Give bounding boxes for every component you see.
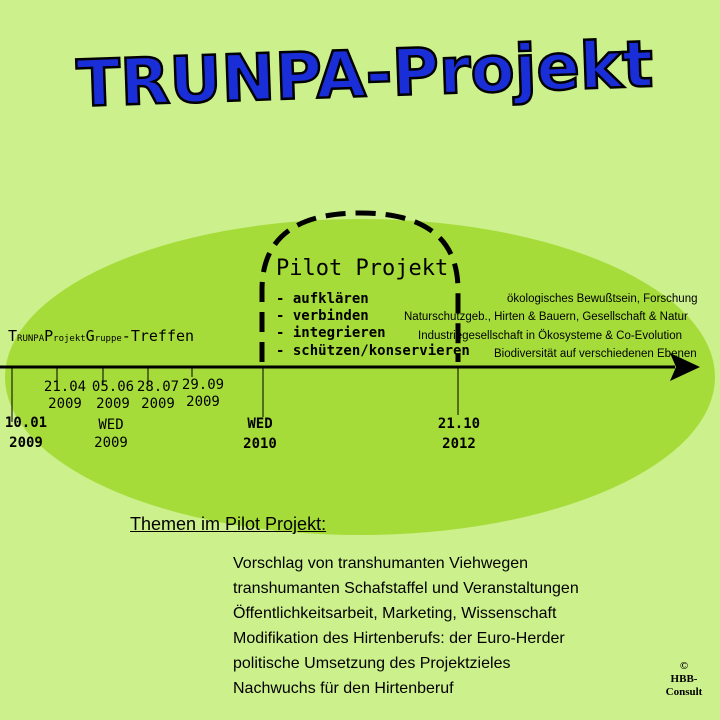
bullet-text: verbinden	[292, 308, 369, 324]
group-meeting-label: TRUNPAProjektGruppe-Treffen	[8, 327, 195, 345]
meeting-date-3: 28.07 2009	[136, 379, 180, 412]
pilot-project-title: Pilot Projekt	[276, 256, 449, 281]
themen-item: politische Umsetzung des Projektzieles	[233, 655, 511, 672]
themen-item: Vorschlag von transhumanten Viehwegen	[233, 555, 529, 572]
pilot-bullet: - integrieren	[276, 325, 386, 341]
bullet-text: integrieren	[292, 325, 386, 341]
pilot-bullet: - aufklären	[276, 291, 369, 307]
meeting-date-4: 29.09 2009	[181, 377, 225, 410]
aspect-text: Naturschutzgeb., Hirten & Bauern, Gesellschaft & Natur	[404, 311, 688, 323]
themen-title: Themen im Pilot Projekt:	[130, 514, 327, 534]
aspect-text: ökologisches Bewußtsein, Forschung	[507, 293, 698, 305]
bullet-text: aufklären	[292, 291, 369, 307]
themen-item: Öffentlichkeitsarbeit, Marketing, Wissenschaft	[233, 605, 557, 622]
aspect-text: Industriegesellschaft in Ökosysteme & Co-Evolution	[418, 330, 682, 342]
bullet-text: schützen/konservieren	[292, 343, 470, 359]
copyright-note: © HBB- Consult	[665, 660, 703, 698]
wed-2009: WED 2009	[94, 417, 128, 451]
themen-item: Modifikation des Hirtenberufs: der Euro-Herder	[233, 630, 565, 647]
meeting-date-2: 05.06 2009	[91, 379, 135, 412]
themen-item: Nachwuchs für den Hirtenberuf	[233, 680, 454, 697]
project-title: TRUNPA-Projekt	[75, 27, 655, 123]
meeting-date-1: 21.04 2009	[43, 379, 87, 412]
aspect-text: Biodiversität auf verschiedenen Ebenen	[494, 348, 697, 360]
start-date: 10.01 2009	[4, 415, 48, 451]
wed-2010: WED 2010	[243, 416, 277, 452]
themen-item: transhumanten Schafstaffel und Veranstaltungen	[233, 580, 579, 597]
themen-list	[233, 551, 579, 701]
pilot-bullet: - verbinden	[276, 308, 369, 324]
end-date: 21.10 2012	[437, 416, 481, 452]
pilot-bullet: - schützen/konservieren	[276, 343, 470, 359]
